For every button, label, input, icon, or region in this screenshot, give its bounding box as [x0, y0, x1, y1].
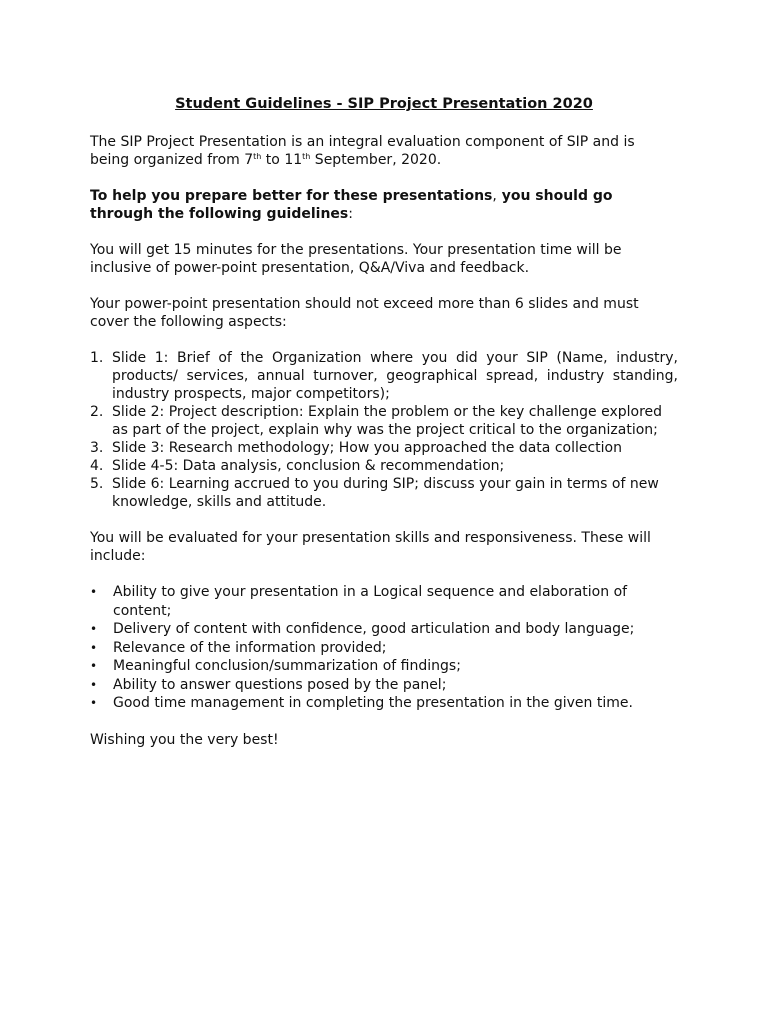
criteria-item: [90, 620, 678, 639]
bullet-icon: •: [90, 659, 98, 673]
criteria-item: [90, 694, 678, 713]
criteria-text: Ability to answer questions posed by the panel;: [113, 676, 447, 693]
intro-paragraph: [90, 133, 678, 169]
criteria-text: Relevance of the information provided;: [113, 639, 387, 656]
prepare-bold-1: To help you prepare better for these presentations: [90, 188, 493, 204]
bullet-icon: •: [90, 640, 98, 655]
slide-text: Slide 3: Research methodology; How you approached the data collection: [112, 440, 622, 456]
slide-item: [90, 349, 678, 403]
bullet-icon: •: [90, 677, 98, 692]
bullet-icon: •: [90, 585, 98, 599]
slide-item: [90, 475, 678, 511]
intro-text-3: September, 2020.: [310, 152, 442, 168]
document-title: Student Guidelines - SIP Project Presentation 2020: [175, 96, 593, 112]
bullet-icon: •: [90, 622, 98, 636]
slide-item: [90, 457, 678, 475]
time-paragraph: You will get 15 minutes for the presentations. Your presentation time will be inclusive of power-point presentation, Q&A/Viva and feedback.: [90, 242, 622, 276]
criteria-text: Delivery of content with confidence, good articulation and body language;: [113, 621, 635, 637]
slide-number: 3.: [90, 440, 104, 456]
prepare-comma: ,: [492, 188, 497, 204]
criteria-item: [90, 639, 678, 658]
intro-text-1: The SIP Project Presentation is an integral evaluation component of SIP and is being organized from 7: [90, 134, 635, 168]
slide-number: 5.: [90, 476, 104, 492]
prepare-bold-2: you should go through the following guidelines: [90, 188, 613, 222]
evaluation-paragraph: You will be evaluated for your presentation skills and responsiveness. These will include:: [90, 530, 651, 564]
slide-text: Slide 2: Project description: Explain the problem or the key challenge explored as part of the project, explain why was the project critical to the organization;: [112, 404, 663, 438]
slide-text: Slide 4-5: Data analysis, conclusion & recommendation;: [112, 458, 505, 474]
slide-text: Slide 6: Learning accrued to you during SIP; discuss your gain in terms of new knowledge, skills and attitude.: [112, 476, 659, 510]
slide-number: 4.: [90, 458, 104, 474]
intro-sup-2: th: [302, 152, 311, 161]
prepare-colon: :: [348, 206, 353, 222]
criteria-text: Good time management in completing the presentation in the given time.: [113, 695, 633, 711]
slide-number: 2.: [90, 404, 104, 420]
closing-line: Wishing you the very best!: [90, 731, 279, 748]
slide-number: 1.: [90, 350, 104, 366]
slide-item: [90, 439, 678, 457]
slide-text: Slide 1: Brief of the Organization where you did your SIP (Name, industry, products/ services, annual turnover, geographical spread, industry standing, industry prospects, major competitors);: [112, 350, 678, 402]
slide-item: [90, 403, 678, 439]
criteria-item: [90, 583, 678, 620]
bullet-icon: •: [90, 696, 98, 710]
slides-intro-paragraph: Your power-point presentation should not exceed more than 6 slides and must cover the following aspects:: [90, 296, 639, 330]
criteria-text: Ability to give your presentation in a Logical sequence and elaboration of content;: [113, 584, 628, 619]
slides-list: [90, 349, 678, 511]
document-page: [90, 94, 678, 749]
prepare-paragraph: [90, 187, 678, 223]
criteria-item: [90, 657, 678, 676]
intro-text-2: to 11: [261, 152, 303, 168]
criteria-text: Meaningful conclusion/summarization of findings;: [113, 658, 461, 674]
intro-sup-1: th: [253, 152, 262, 161]
criteria-list: [90, 583, 678, 713]
criteria-item: [90, 676, 678, 695]
